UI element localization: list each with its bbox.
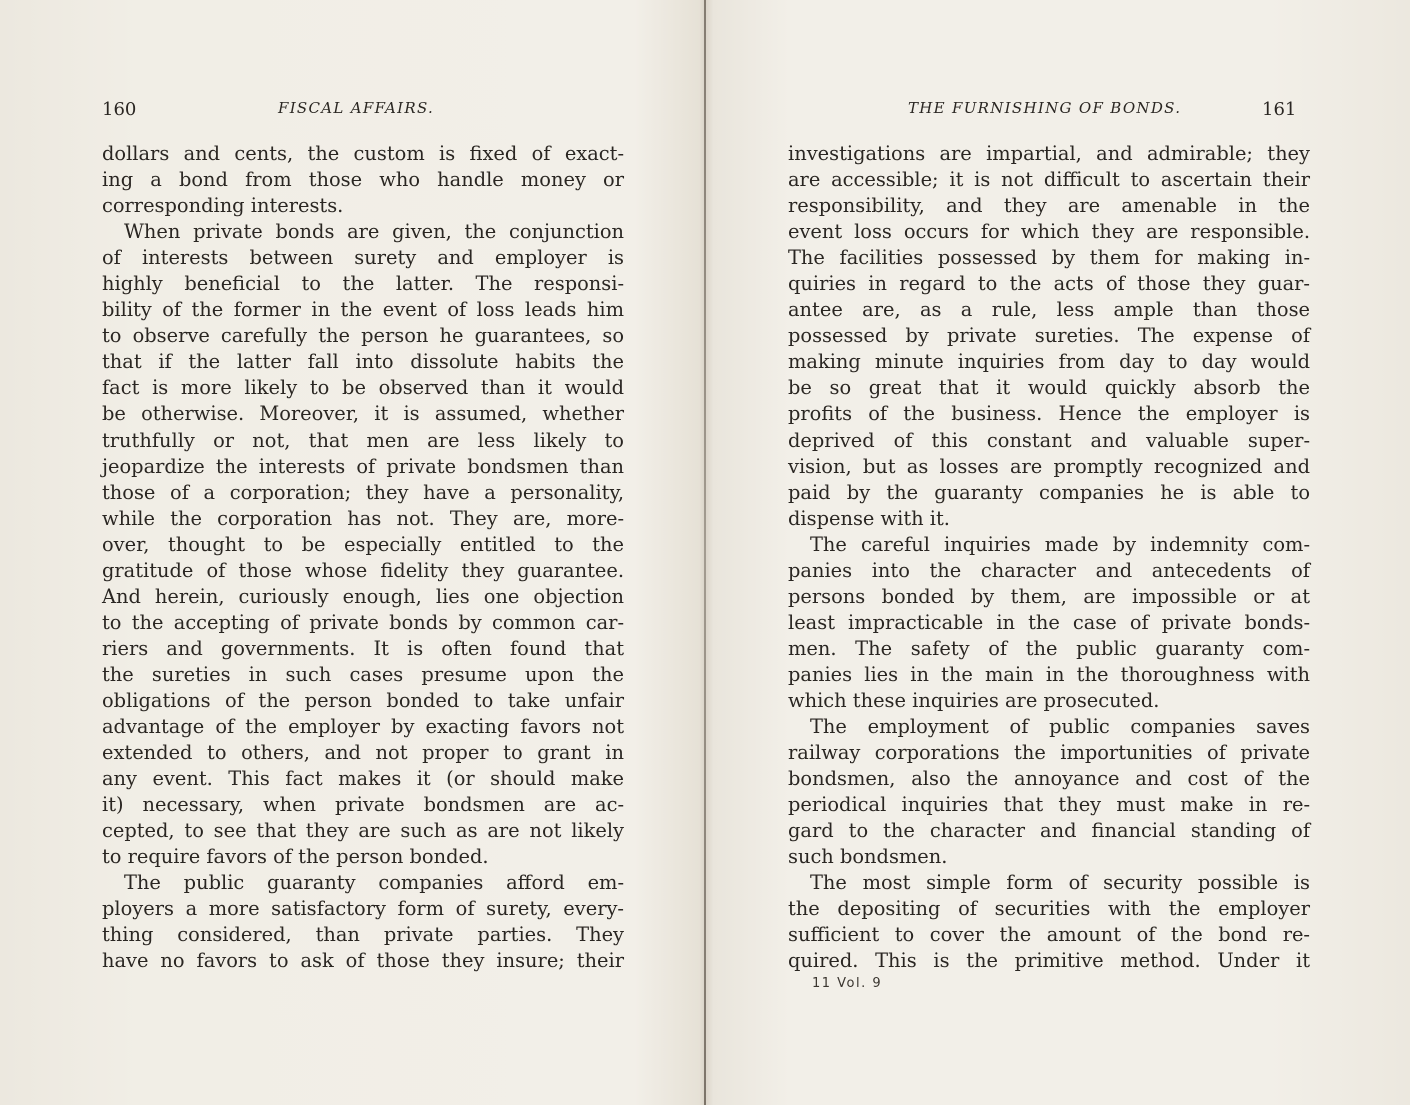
text-line: the sureties in such cases presume upon the [102,662,624,686]
text-line: extended to others, and not proper to grant in [102,741,624,765]
text-line: The public guaranty companies afford em- [124,871,624,895]
text-line: while the corporation has not. They are, more- [102,506,624,530]
text-line: dollars and cents, the custom is fixed of exact- [102,142,624,165]
text-line: obligations of the person bonded to take unfair [102,688,624,712]
text-line: to the accepting of private bonds by common car- [102,610,624,634]
text-line: men. The safety of the public guaranty com- [788,636,1310,660]
text-line: antee are, as a rule, less ample than those [788,298,1310,322]
text-line: be so great that it would quickly absorb the [788,376,1310,400]
text-line: When private bonds are given, the conjunction [124,220,624,244]
running-head: THE FURNISHING OF BONDS. [908,99,1182,117]
text-line: paid by the guaranty companies he is able to [788,480,1310,504]
text-line: thing considered, than private parties. They [102,923,624,947]
text-line: responsibility, and they are amenable in the [788,194,1310,218]
text-line: bondsmen, also the annoyance and cost of the [788,767,1310,791]
text-line: periodical inquiries that they must make in re- [788,793,1310,817]
text-line: which these inquiries are prosecuted. [788,688,1160,712]
text-line: riers and governments. It is often found that [102,636,624,660]
text-line: corresponding interests. [102,194,344,218]
text-line: event loss occurs for which they are responsible. [788,220,1310,244]
text-line: gard to the character and financial standing of [788,819,1310,843]
text-line: ing a bond from those who handle money or [102,168,624,192]
text-line: sufficient to cover the amount of the bond re- [788,923,1310,947]
text-line: be otherwise. Moreover, it is assumed, whether [102,402,624,426]
text-line: advantage of the employer by exacting favors not [102,715,624,739]
text-line: persons bonded by them, are impossible or at [788,584,1310,608]
text-line: making minute inquiries from day to day would [788,350,1310,374]
text-line: possessed by private sureties. The expense of [788,324,1310,348]
page-number: 160 [102,99,137,120]
text-line: And herein, curiously enough, lies one objection [102,584,624,608]
signature-mark: 11 Vol. 9 [812,976,883,991]
text-line: highly beneficial to the latter. The responsi- [102,272,624,296]
text-line: are accessible; it is not difficult to ascertain their [788,168,1310,192]
text-line: The most simple form of security possible is [810,871,1310,895]
text-line: panies into the character and antecedents of [788,558,1310,582]
text-line: such bondsmen. [788,845,948,869]
body-text [788,141,1310,975]
text-line: The employment of public companies saves [810,715,1310,739]
text-line: cepted, to see that they are such as are not likely [102,819,624,843]
text-line: the depositing of securities with the employer [788,897,1310,921]
text-line: railway corporations the importunities of private [788,741,1310,765]
text-line: The facilities possessed by them for making in- [788,246,1310,270]
running-head: FISCAL AFFAIRS. [278,99,435,117]
text-line: any event. This fact makes it (or should make [102,767,624,791]
text-line: truthfully or not, that men are less likely to [102,428,624,452]
text-line: quiries in regard to the acts of those they guar- [788,272,1310,296]
text-line: least impracticable in the case of private bonds- [788,610,1310,634]
page-number: 161 [1262,99,1297,120]
text-line: it) necessary, when private bondsmen are ac- [102,793,624,817]
text-line: to require favors of the person bonded. [102,845,489,869]
text-line: have no favors to ask of those they insure; their [102,949,624,973]
text-line: ployers a more satisfactory form of surety, every- [102,897,624,921]
text-line: panies lies in the main in the thoroughness with [788,662,1310,686]
body-text [102,141,624,975]
text-line: dispense with it. [788,506,950,530]
text-line: profits of the business. Hence the employer is [788,402,1310,426]
text-line: that if the latter fall into dissolute habits the [102,350,624,374]
text-line: The careful inquiries made by indemnity com- [810,532,1310,556]
text-line: vision, but as losses are promptly recognized and [788,454,1310,478]
text-line: deprived of this constant and valuable super- [788,428,1310,452]
text-line: quired. This is the primitive method. Under it [788,949,1310,973]
text-line: over, thought to be especially entitled to the [102,532,624,556]
text-line: those of a corporation; they have a personality, [102,480,624,504]
left-page [0,0,704,1105]
text-line: bility of the former in the event of loss leads him [102,298,624,322]
text-line: jeopardize the interests of private bondsmen than [102,454,624,478]
text-line: gratitude of those whose fidelity they guarantee. [102,558,624,582]
text-line: of interests between surety and employer is [102,246,624,270]
text-line: to observe carefully the person he guarantees, so [102,324,624,348]
right-page [706,0,1410,1105]
text-line: investigations are impartial, and admirable; they [788,142,1310,165]
text-line: fact is more likely to be observed than it would [102,376,624,400]
